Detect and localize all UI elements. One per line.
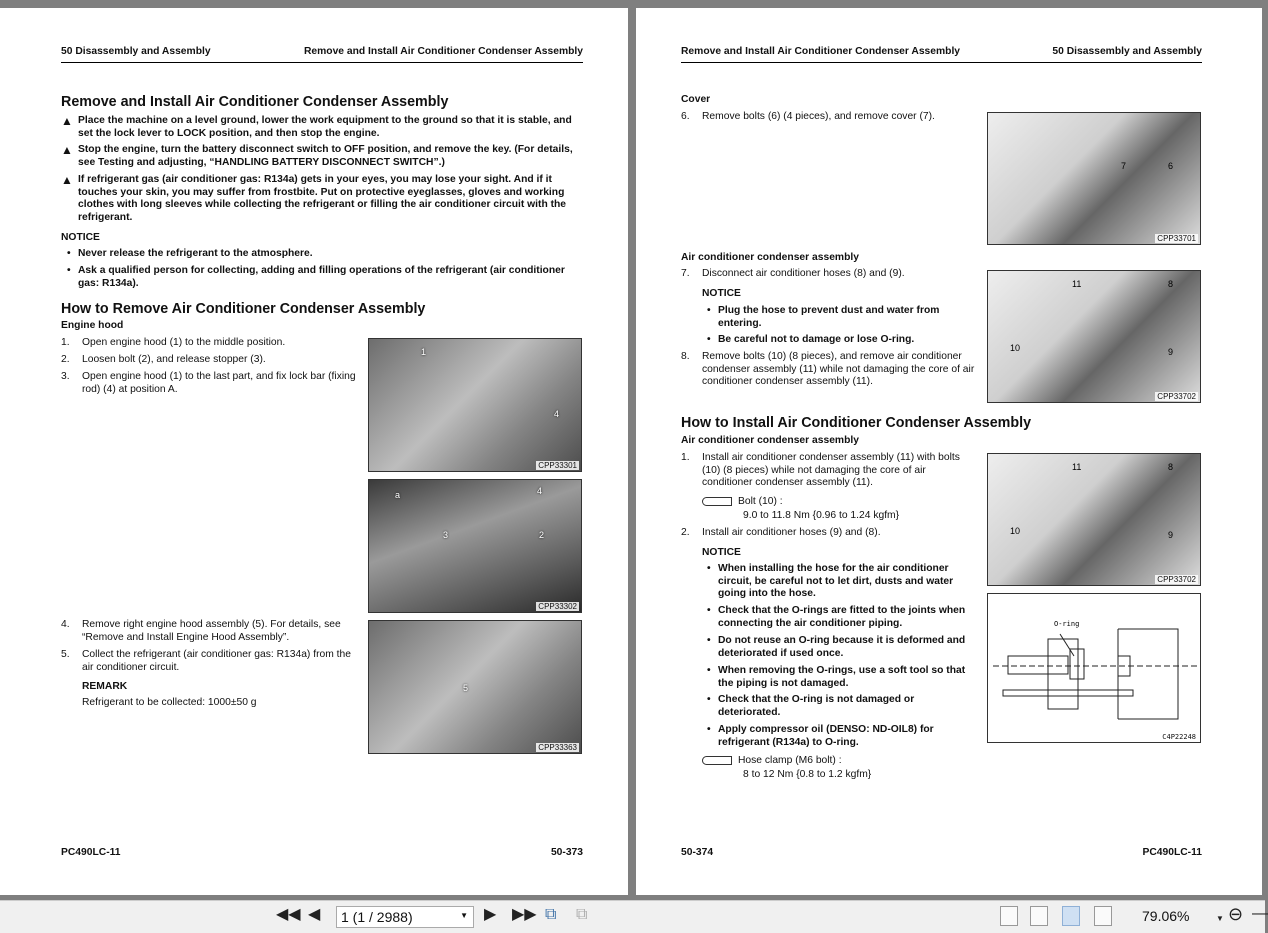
zoom-out-button[interactable]: ⊖ [1228, 904, 1244, 924]
footer-model: PC490LC-11 [61, 847, 121, 858]
warning: ▲ Place the machine on a level ground, lower the work equipment to the ground so that it is stable, and set the lock lever to LOCK position, and then stop the engine. [61, 114, 572, 139]
o-ring-diagram [988, 594, 1202, 744]
page-title: Remove and Install Air Conditioner Condenser Assembly [61, 94, 449, 110]
notice-item: • When removing the O-rings, use a soft tool so that the piping is not damaged. [707, 665, 977, 690]
first-page-button[interactable]: ◀◀ [276, 906, 301, 923]
notice-item: • Ask a qualified person for collecting, adding and filling operations of the refrigerant (air conditioner gas: R134a). [67, 265, 583, 290]
section-title: How to Install Air Conditioner Condenser Assembly [681, 415, 1032, 431]
continuous-facing-view-button[interactable] [1094, 906, 1112, 926]
notice-item: • Check that the O-ring is not damaged or deteriorated. [707, 694, 977, 719]
notice-label: NOTICE [702, 547, 741, 558]
zoom-level[interactable]: 79.06% [1142, 908, 1190, 924]
notice-item: • When installing the hose for the air conditioner circuit, be careful not to let dirt, dusts and water going into the hose. [707, 563, 977, 601]
figure-photo: 11 8 10 9 CPP33702 [987, 453, 1201, 586]
next-view-icon[interactable]: ⧉ [576, 906, 588, 923]
warning-icon: ▲ [61, 143, 73, 157]
notice-item: • Check that the O-rings are fitted to the joints when connecting the air conditioner piping. [707, 605, 977, 630]
remark-text: Refrigerant to be collected: 1000±50 g [82, 697, 257, 708]
subsection-title: Air conditioner condenser assembly [681, 435, 859, 446]
footer-page-number: 50-373 [550, 847, 583, 858]
previous-view-icon[interactable]: ⧉ [545, 906, 557, 923]
subsection-title: Cover [681, 94, 711, 105]
notice-item: • Never release the refrigerant to the atmosphere. [67, 248, 583, 261]
step: 8. Remove bolts (10) (8 pieces), and remove air conditioner condenser assembly (11) while not damaging the core of air conditioner condenser assembly (11). [681, 351, 975, 388]
step: 2. Loosen bolt (2), and release stopper (3). [61, 354, 266, 365]
figure-photo: a 4 3 2 CPP33302 [368, 479, 582, 613]
pdf-page-right [636, 8, 1262, 895]
previous-page-button[interactable]: ◀ [308, 906, 321, 923]
continuous-view-button[interactable] [1030, 906, 1048, 926]
footer-model: PC490LC-11 [1142, 847, 1202, 858]
zoom-dropdown-icon[interactable]: ▼ [1216, 914, 1224, 923]
torque-value: 8 to 12 Nm {0.8 to 1.2 kgfm} [743, 769, 872, 780]
facing-view-button[interactable] [1062, 906, 1080, 926]
notice-item: • Do not reuse an O-ring because it is deformed and deteriorated if used once. [707, 635, 977, 660]
step: 1. Open engine hood (1) to the middle position. [61, 337, 286, 348]
running-header-right: Remove and Install Air Conditioner Condenser Assembly [303, 46, 583, 57]
single-page-view-button[interactable] [1000, 906, 1018, 926]
page-number-select[interactable]: 1 (1 / 2988) ▼ [336, 906, 474, 928]
step: 3. Open engine hood (1) to the last part, and fix lock bar (fixing rod) (4) at position A. [61, 371, 356, 395]
warning: ▲ If refrigerant gas (air conditioner gas: R134a) gets in your eyes, you may lose your sight. And if it touches your skin, you may suffer from frostbite. Put on protective eyeglasses, gloves and working clothes with long sleeves while collecting the refrigerant or filling the air conditioner circuit with the refrigerant. [61, 173, 567, 223]
notice-item: • Apply compressor oil (DENSO: ND-OIL8) for refrigerant (R134a) to O-ring. [707, 724, 977, 749]
footer-page-number: 50-374 [681, 847, 714, 858]
notice-item: • Be careful not to damage or lose O-ring. [707, 334, 977, 347]
figure-photo: 7 6 CPP33701 [987, 112, 1201, 245]
warning-icon: ▲ [61, 114, 73, 128]
torque-spec: Hose clamp (M6 bolt) : [702, 755, 842, 768]
zoom-slider[interactable]: — [1252, 905, 1268, 922]
section-title: How to Remove Air Conditioner Condenser Assembly [61, 301, 426, 317]
running-header-right: 50 Disassembly and Assembly [1052, 46, 1202, 57]
chevron-down-icon: ▼ [460, 911, 468, 920]
step: 6. Remove bolts (6) (4 pieces), and remove cover (7). [681, 111, 935, 122]
warning-icon: ▲ [61, 173, 73, 187]
step: 7. Disconnect air conditioner hoses (8) and (9). [681, 268, 905, 279]
subsection-title: Engine hood [61, 320, 124, 331]
torque-wrench-icon [702, 756, 732, 765]
pdf-page-left [0, 8, 628, 895]
subsection-title: Air conditioner condenser assembly [681, 252, 859, 263]
step: 1. Install air conditioner condenser assembly (11) with bolts (10) (8 pieces) while not damaging the core of air conditioner condenser assembly (11). [681, 452, 960, 489]
step: 5. Collect the refrigerant (air conditioner gas: R134a) from the air conditioner circuit. [61, 649, 351, 673]
remark-label: REMARK [82, 681, 128, 692]
torque-spec: Bolt (10) : [702, 496, 783, 509]
step: 2. Install air conditioner hoses (9) and (8). [681, 527, 881, 538]
figure-photo: 1 4 CPP33301 [368, 338, 582, 472]
notice-item: • Plug the hose to prevent dust and water from entering. [707, 305, 977, 330]
next-page-button[interactable]: ▶ [484, 906, 497, 923]
torque-wrench-icon [702, 497, 732, 506]
notice-label: NOTICE [61, 232, 100, 243]
torque-value: 9.0 to 11.8 Nm {0.96 to 1.24 kgfm} [743, 510, 900, 521]
figure-photo: 5 CPP33363 [368, 620, 582, 754]
step: 4. Remove right engine hood assembly (5). For details, see “Remove and Install Engine Hood Assembly”. [61, 619, 341, 643]
running-header-left: 50 Disassembly and Assembly [61, 46, 211, 57]
warning: ▲ Stop the engine, turn the battery disconnect switch to OFF position, and remove the key. (For details, see Testing and adjusting, “HANDLING BATTERY DISCONNECT SWITCH”.) [61, 143, 573, 168]
running-header-left: Remove and Install Air Conditioner Condenser Assembly [681, 46, 961, 57]
figure-photo: 11 8 10 9 CPP33702 [987, 270, 1201, 403]
last-page-button[interactable]: ▶▶ [512, 906, 537, 923]
notice-label: NOTICE [702, 288, 741, 299]
figure-drawing: O-ring C4P22248 [987, 593, 1201, 743]
